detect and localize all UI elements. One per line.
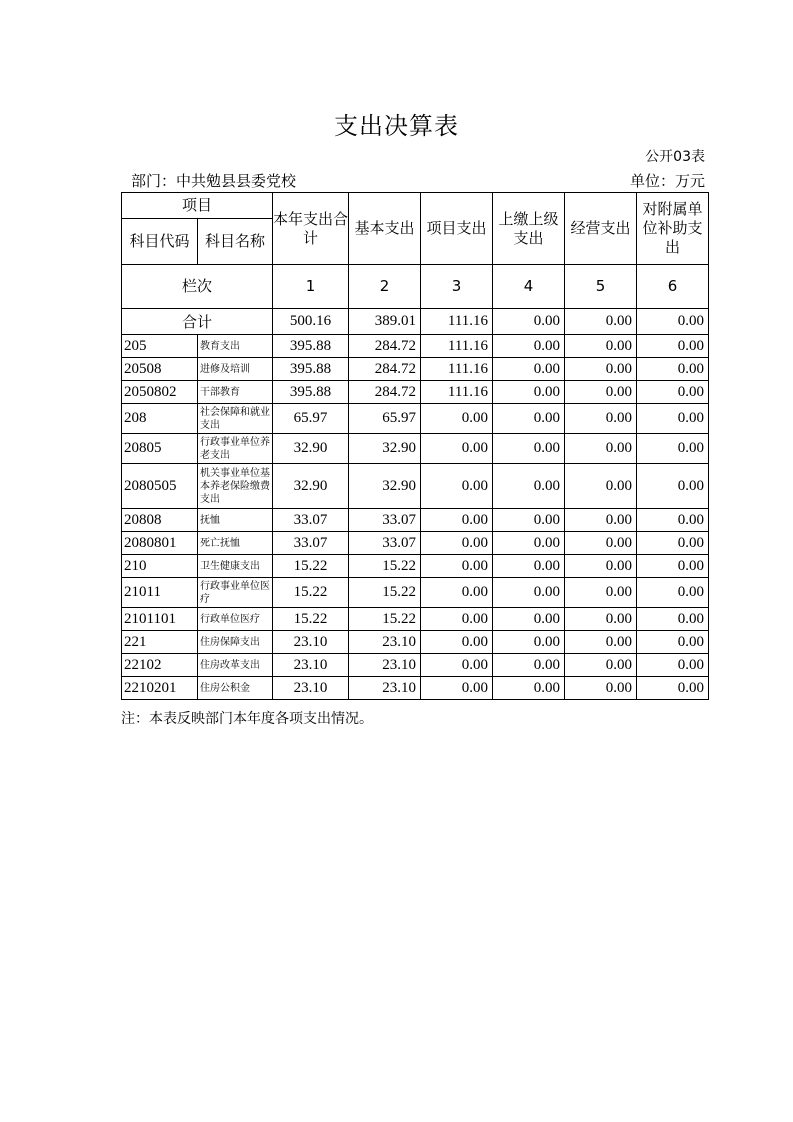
header-total: 本年支出合计 [273, 193, 349, 265]
amount-cell: 0.00 [637, 381, 709, 404]
subject-code: 20508 [122, 358, 198, 381]
subject-code: 208 [122, 404, 198, 434]
amount-cell: 15.22 [349, 578, 421, 608]
total-row [122, 309, 709, 335]
amount-cell: 23.10 [273, 654, 349, 677]
amount-cell: 0.00 [421, 555, 493, 578]
subject-code: 221 [122, 631, 198, 654]
table-row [122, 404, 709, 434]
amount-cell: 32.90 [273, 464, 349, 509]
footnote: 注：本表反映部门本年度各项支出情况。 [121, 711, 373, 727]
table-row [122, 464, 709, 509]
subject-code: 210 [122, 555, 198, 578]
column-row-label: 栏次 [122, 265, 273, 309]
amount-cell: 32.90 [349, 464, 421, 509]
subject-name: 行政事业单位医疗 [198, 578, 273, 608]
expenditure-table [121, 192, 709, 700]
subject-name: 卫生健康支出 [198, 555, 273, 578]
amount-cell: 0.00 [565, 464, 637, 509]
table-row [122, 358, 709, 381]
amount-cell: 32.90 [273, 434, 349, 464]
amount-cell: 0.00 [493, 464, 565, 509]
amount-cell: 32.90 [349, 434, 421, 464]
amount-cell: 395.88 [273, 381, 349, 404]
table-row [122, 335, 709, 358]
amount-cell: 395.88 [273, 335, 349, 358]
amount-cell: 0.00 [565, 654, 637, 677]
subject-code: 21011 [122, 578, 198, 608]
subject-code: 205 [122, 335, 198, 358]
amount-cell: 0.00 [565, 608, 637, 631]
amount-cell: 0.00 [637, 532, 709, 555]
subject-name: 进修及培训 [198, 358, 273, 381]
amount-cell: 0.00 [493, 358, 565, 381]
amount-cell: 23.10 [273, 677, 349, 700]
amount-cell: 33.07 [349, 532, 421, 555]
table-row [122, 578, 709, 608]
amount-cell: 0.00 [565, 532, 637, 555]
amount-cell: 0.00 [421, 654, 493, 677]
amount-cell: 0.00 [421, 631, 493, 654]
amount-cell: 0.00 [493, 404, 565, 434]
subject-name: 死亡抚恤 [198, 532, 273, 555]
amount-cell: 0.00 [493, 381, 565, 404]
header-subsidy: 对附属单位补助支出 [637, 193, 709, 265]
amount-cell: 0.00 [637, 608, 709, 631]
amount-cell: 0.00 [565, 677, 637, 700]
amount-cell: 395.88 [273, 358, 349, 381]
subject-name: 住房保障支出 [198, 631, 273, 654]
subject-code: 20805 [122, 434, 198, 464]
total-value: 0.00 [493, 309, 565, 335]
subject-name: 社会保障和就业支出 [198, 404, 273, 434]
amount-cell: 0.00 [421, 404, 493, 434]
subject-code: 2050802 [122, 381, 198, 404]
total-label: 合计 [122, 309, 273, 335]
header-project: 项目支出 [421, 193, 493, 265]
amount-cell: 111.16 [421, 335, 493, 358]
amount-cell: 23.10 [349, 654, 421, 677]
table-row [122, 532, 709, 555]
subject-name: 住房改革支出 [198, 654, 273, 677]
subject-name: 行政事业单位养老支出 [198, 434, 273, 464]
amount-cell: 0.00 [565, 631, 637, 654]
amount-cell: 0.00 [421, 434, 493, 464]
subject-code: 2080505 [122, 464, 198, 509]
amount-cell: 0.00 [493, 532, 565, 555]
amount-cell: 0.00 [493, 335, 565, 358]
amount-cell: 0.00 [493, 631, 565, 654]
table-row [122, 677, 709, 700]
amount-cell: 0.00 [493, 434, 565, 464]
subject-code: 2080801 [122, 532, 198, 555]
amount-cell: 0.00 [637, 434, 709, 464]
total-value: 0.00 [565, 309, 637, 335]
amount-cell: 0.00 [421, 677, 493, 700]
unit-label: 单位：万元 [629, 172, 705, 190]
amount-cell: 0.00 [493, 555, 565, 578]
subject-name: 机关事业单位基本养老保险缴费支出 [198, 464, 273, 509]
amount-cell: 0.00 [565, 358, 637, 381]
amount-cell: 0.00 [421, 509, 493, 532]
table-row [122, 631, 709, 654]
amount-cell: 0.00 [493, 654, 565, 677]
table-row [122, 434, 709, 464]
amount-cell: 0.00 [421, 532, 493, 555]
amount-cell: 0.00 [493, 677, 565, 700]
header-name: 科目名称 [198, 219, 273, 265]
column-number: 6 [637, 265, 709, 309]
table-row [122, 509, 709, 532]
amount-cell: 0.00 [637, 509, 709, 532]
amount-cell: 33.07 [273, 532, 349, 555]
total-value: 111.16 [421, 309, 493, 335]
amount-cell: 33.07 [273, 509, 349, 532]
amount-cell: 0.00 [637, 654, 709, 677]
amount-cell: 111.16 [421, 381, 493, 404]
form-number: 公开03表 [645, 149, 705, 165]
amount-cell: 284.72 [349, 358, 421, 381]
table-row [122, 381, 709, 404]
column-number: 5 [565, 265, 637, 309]
amount-cell: 284.72 [349, 381, 421, 404]
amount-cell: 15.22 [273, 578, 349, 608]
subject-name: 教育支出 [198, 335, 273, 358]
amount-cell: 0.00 [637, 358, 709, 381]
header-item: 项目 [122, 193, 273, 219]
column-number: 4 [493, 265, 565, 309]
amount-cell: 23.10 [349, 677, 421, 700]
amount-cell: 0.00 [637, 464, 709, 509]
amount-cell: 0.00 [565, 434, 637, 464]
subject-name: 干部教育 [198, 381, 273, 404]
amount-cell: 0.00 [637, 555, 709, 578]
amount-cell: 0.00 [637, 404, 709, 434]
header-basic: 基本支出 [349, 193, 421, 265]
amount-cell: 23.10 [349, 631, 421, 654]
amount-cell: 0.00 [565, 555, 637, 578]
subject-name: 抚恤 [198, 509, 273, 532]
subject-name: 行政单位医疗 [198, 608, 273, 631]
amount-cell: 0.00 [565, 381, 637, 404]
page-title: 支出决算表 [334, 112, 459, 140]
total-value: 500.16 [273, 309, 349, 335]
amount-cell: 15.22 [349, 608, 421, 631]
amount-cell: 0.00 [637, 631, 709, 654]
amount-cell: 0.00 [637, 335, 709, 358]
column-number: 3 [421, 265, 493, 309]
table-row [122, 555, 709, 578]
subject-code: 2210201 [122, 677, 198, 700]
amount-cell: 0.00 [421, 464, 493, 509]
total-value: 0.00 [637, 309, 709, 335]
header-upper: 上缴上级支出 [493, 193, 565, 265]
column-number: 2 [349, 265, 421, 309]
amount-cell: 111.16 [421, 358, 493, 381]
table-row [122, 654, 709, 677]
amount-cell: 0.00 [493, 509, 565, 532]
amount-cell: 15.22 [349, 555, 421, 578]
amount-cell: 0.00 [565, 578, 637, 608]
amount-cell: 15.22 [273, 555, 349, 578]
amount-cell: 0.00 [565, 404, 637, 434]
amount-cell: 65.97 [273, 404, 349, 434]
amount-cell: 0.00 [637, 677, 709, 700]
department-label: 部门：中共勉县县委党校 [131, 172, 297, 190]
amount-cell: 0.00 [565, 509, 637, 532]
subject-name: 住房公积金 [198, 677, 273, 700]
amount-cell: 0.00 [637, 578, 709, 608]
amount-cell: 15.22 [273, 608, 349, 631]
amount-cell: 0.00 [421, 608, 493, 631]
header-business: 经营支出 [565, 193, 637, 265]
amount-cell: 0.00 [493, 578, 565, 608]
amount-cell: 23.10 [273, 631, 349, 654]
subject-code: 20808 [122, 509, 198, 532]
amount-cell: 65.97 [349, 404, 421, 434]
header-code: 科目代码 [122, 219, 198, 265]
amount-cell: 0.00 [493, 608, 565, 631]
amount-cell: 33.07 [349, 509, 421, 532]
amount-cell: 0.00 [565, 335, 637, 358]
subject-code: 2101101 [122, 608, 198, 631]
amount-cell: 0.00 [421, 578, 493, 608]
column-number: 1 [273, 265, 349, 309]
subject-code: 22102 [122, 654, 198, 677]
table-row [122, 608, 709, 631]
total-value: 389.01 [349, 309, 421, 335]
amount-cell: 284.72 [349, 335, 421, 358]
